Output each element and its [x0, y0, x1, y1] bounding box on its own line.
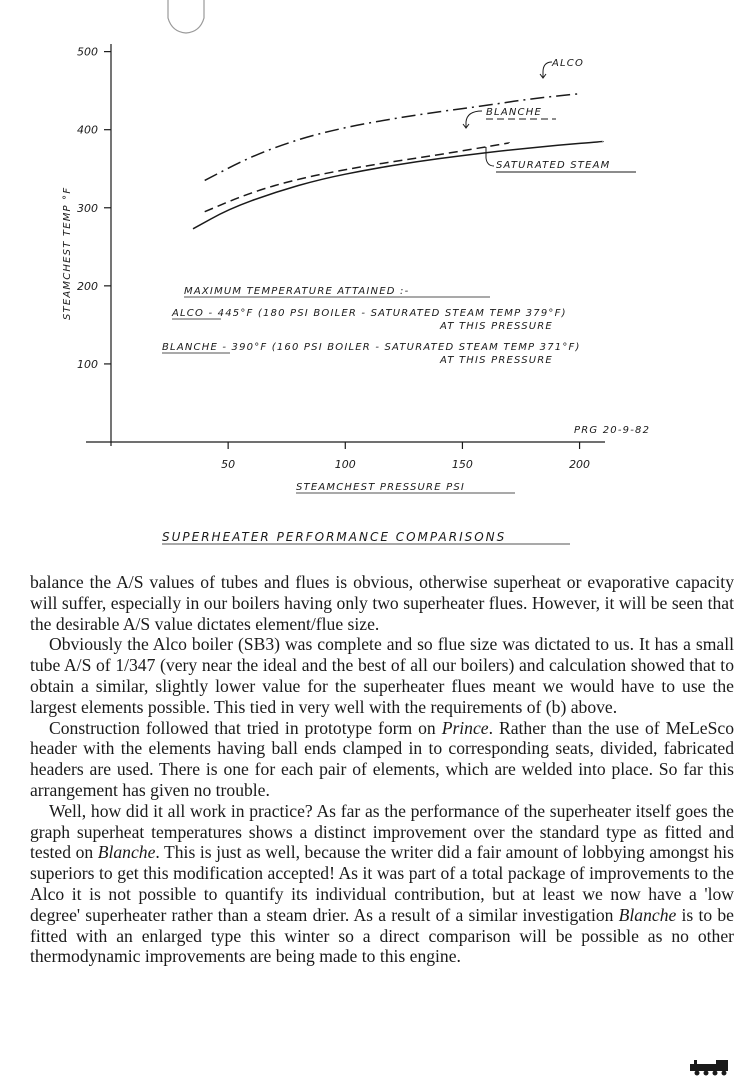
chart-caption: SUPERHEATER PERFORMANCE COMPARISONS [162, 530, 507, 544]
leader-arrow-saturated [486, 147, 494, 166]
y-ticks [77, 46, 111, 371]
legend-alco [540, 58, 584, 78]
series-label-saturated: SATURATED STEAM [496, 160, 611, 171]
annotation-blanche-line2: AT THIS PRESSURE [440, 355, 553, 366]
x-tick-label: 200 [569, 458, 591, 471]
locomotive-end-mark-icon [688, 1058, 732, 1076]
y-tick-label: 400 [77, 123, 98, 137]
loco-name-prince: Prince [441, 717, 489, 738]
series-label-blanche: BLANCHE [486, 107, 542, 118]
annotation-alco-line2: AT THIS PRESSURE [440, 321, 553, 332]
paragraph-2: Obviously the Alco boiler (SB3) was complete and so flue size was dictated to us. It has a small tube A/S of 1/347 (very near the ideal and the best of all our boilers) and calculation showed that to obtain a similar, slightly lower value for the superheater flues meant we would have to use the largest elements possible. This tied in very well with the requirements of (b) above. [30, 634, 734, 717]
x-axis-label: STEAMCHEST PRESSURE PSI [296, 482, 466, 493]
article-body [30, 572, 734, 967]
loco-name-blanche: Blanche [97, 842, 156, 863]
paragraph-4: Well, how did it all work in practice? As far as the performance of the superheater itself goes the graph superheat temperatures shows a distinct improvement over the standard type as fitted and tested on Blanche. This is just as well, because the writer did a fair amount of lobbying amongst his superiors to get this modification accepted! As it was part of a total package of improvements to the Alco it is not possible to quantify its individual contribution, but at least we now have a 'low degree' superheater rather than a steam drier. As a result of a similar investigation Blanche is to be fitted with an enlarged type this winter so a direct comparison will be possible as no other thermodynamic improvements are being made to this engine. [30, 800, 734, 967]
leader-arrow-blanche [463, 111, 482, 128]
y-tick-label: 200 [77, 279, 98, 293]
x-tick-label: 50 [221, 458, 236, 471]
loco-name-blanche: Blanche [618, 904, 677, 925]
annotation-alco-line1: ALCO - 445°F (180 PSI BOILER - SATURATED STEAM TEMP 379°F) [172, 308, 567, 319]
series-line-saturated-steam [193, 141, 603, 228]
legend-blanche [463, 107, 556, 128]
y-axis-label: STEAMCHEST TEMP °F [62, 186, 73, 320]
annotation-blanche-line1: BLANCHE - 390°F (160 PSI BOILER - SATURATED STEAM TEMP 371°F) [162, 342, 581, 353]
x-ticks [221, 442, 590, 471]
annotation-heading: MAXIMUM TEMPERATURE ATTAINED :- [184, 286, 410, 297]
y-tick-label: 500 [77, 45, 98, 59]
binding-mark [168, 0, 204, 33]
y-tick-label: 100 [77, 357, 98, 371]
y-tick-label: 300 [77, 201, 98, 215]
x-tick-label: 100 [334, 458, 356, 471]
paragraph-3: Construction followed that tried in prototype form on Prince. Rather than the use of MeLeSco header with the elements having ball ends clamped in to corresponding seats, divided, fabricated headers are used. There is one for each pair of elements, which are welded into place. So far this arrangement has given no trouble. [30, 717, 734, 800]
x-tick-label: 150 [451, 458, 473, 471]
chart-signature: PRG 20-9-82 [574, 425, 651, 436]
leader-arrow-alco [540, 62, 552, 78]
paragraph-1: balance the A/S values of tubes and flues is obvious, otherwise superheat or evaporative capacity will suffer, especially in our boilers having only two superheater flues. However, it will be seen that the desirable A/S value dictates element/flue size. [30, 572, 734, 634]
series-label-alco: ALCO [552, 58, 585, 69]
max-temp-annotation [162, 286, 581, 366]
